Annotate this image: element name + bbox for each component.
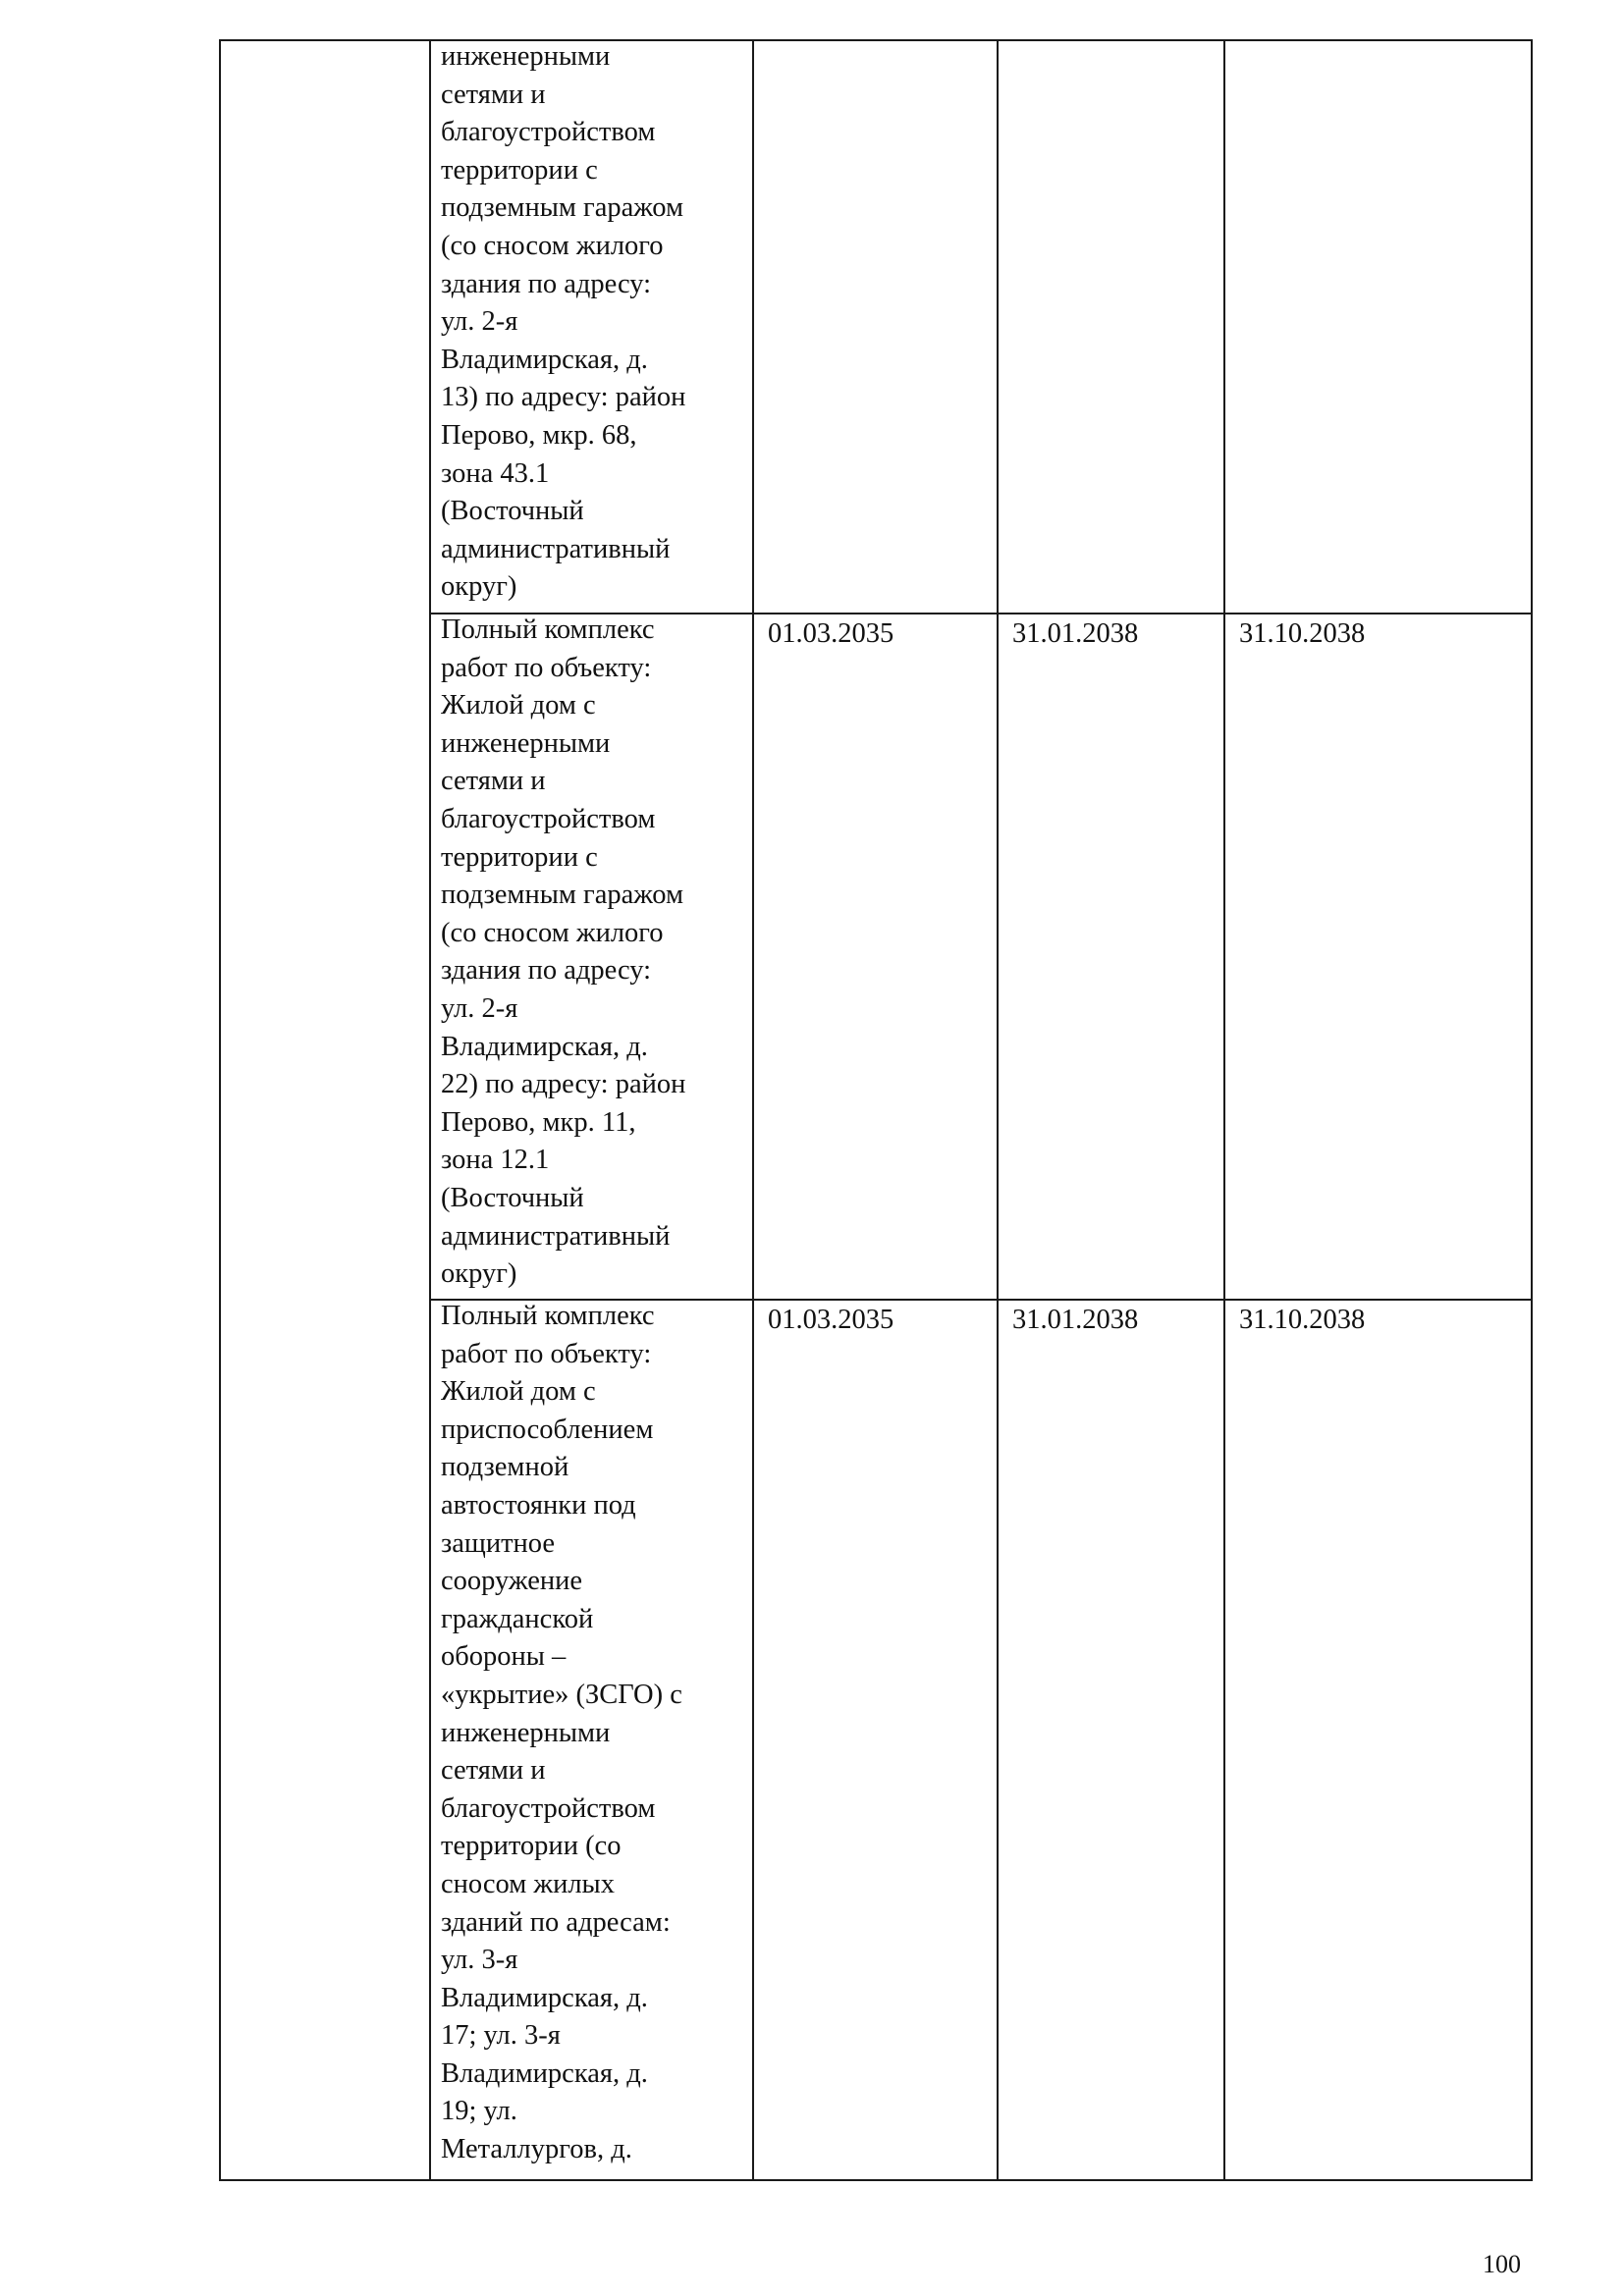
- start-date-cell: [753, 40, 998, 614]
- end-date-cell: [1224, 40, 1532, 614]
- end-date: 31.10.2038: [1239, 1305, 1366, 1335]
- end-date-cell: [1224, 614, 1532, 1300]
- work-description-cell: [430, 1300, 753, 2180]
- work-description-cell: [430, 614, 753, 1300]
- start-date: 01.03.2035: [768, 1305, 894, 1335]
- intermediate-date-cell: [998, 40, 1224, 614]
- intermediate-date: 31.01.2038: [1012, 1305, 1139, 1335]
- work-description-cell: [430, 40, 753, 614]
- page-number: 100: [1483, 2250, 1521, 2278]
- object-group-cell: [220, 40, 430, 2180]
- intermediate-date: 31.01.2038: [1012, 618, 1139, 649]
- start-date-cell: [753, 614, 998, 1300]
- start-date-cell: [753, 1300, 998, 2180]
- work-description: инженерными сетями и благоустройством территории с подземным гаражом (со сносом жилого здания по адресу: ул. 2-я Владимирская, д. 13) по адресу: район Перово, мкр. 68, зона 43.1 (Восточный административный округ): [441, 41, 686, 603]
- work-description: Полный комплекс работ по объекту: Жилой дом с инженерными сетями и благоустройством территории с подземным гаражом (со сносом жилого здания по адресу: ул. 2-я Владимирская, д. 22) по адресу: район Перово, мкр. 11, зона 12.1 (Восточный административный округ): [441, 614, 686, 1290]
- intermediate-date-cell: [998, 1300, 1224, 2180]
- end-date: 31.10.2038: [1239, 618, 1366, 649]
- work-description: Полный комплекс работ по объекту: Жилой дом с приспособлением подземной автостоянки под защитное сооружение гражданской обороны – «укрытие» (ЗСГО) с инженерными сетями и благоустройством территории (со сносом жилых зданий по адресам: ул. 3-я Владимирская, д. 17; ул. 3-я Владимирская, д. 19; ул. Металлургов, д.: [441, 1301, 682, 2165]
- table-row: [220, 40, 1532, 614]
- end-date-cell: [1224, 1300, 1532, 2180]
- intermediate-date-cell: [998, 614, 1224, 1300]
- schedule-table: [219, 39, 1533, 2181]
- start-date: 01.03.2035: [768, 618, 894, 649]
